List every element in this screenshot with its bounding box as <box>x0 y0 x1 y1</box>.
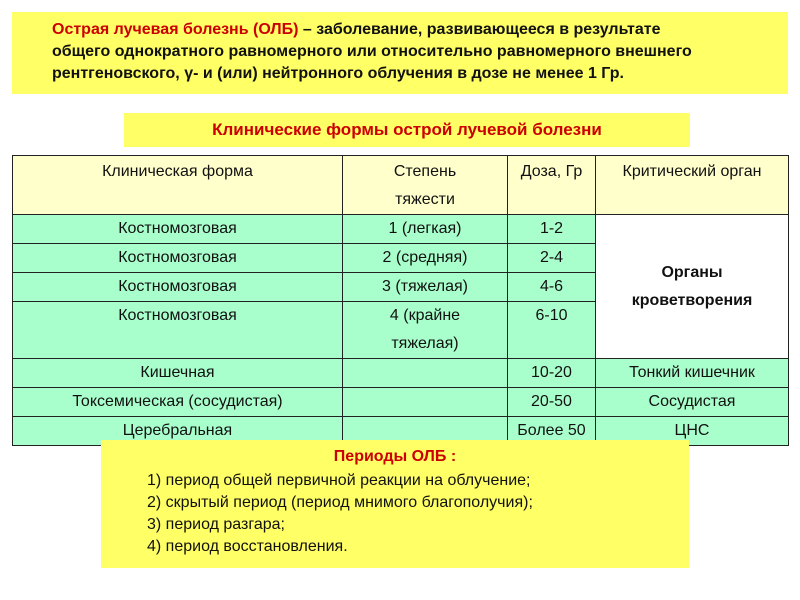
period-item: 1) период общей первичной реакции на облучение; <box>147 472 531 489</box>
cell-organ-merged <box>596 215 789 359</box>
header-form: Клиническая форма <box>13 156 343 215</box>
cell-severity: 3 (тяжелая) <box>343 273 508 302</box>
cell-dose: Более 50 <box>508 417 596 446</box>
severity-line1: 4 (крайне <box>389 307 461 324</box>
periods-title: Периоды ОЛБ : <box>333 448 457 465</box>
cell-dose: 20-50 <box>508 388 596 417</box>
severity-line2: тяжелая) <box>391 335 459 352</box>
cell-severity <box>343 302 508 359</box>
definition-text-1: – заболевание, развивающееся в результате <box>298 21 661 38</box>
cell-dose: 10-20 <box>508 359 596 388</box>
definition-term: Острая лучевая болезнь (ОЛБ) <box>52 21 299 38</box>
cell-severity: 2 (средняя) <box>343 244 508 273</box>
cell-form: Костномозговая <box>13 273 343 302</box>
periods-box <box>101 440 689 568</box>
definition-box <box>12 12 788 94</box>
cell-form: Церебральная <box>13 417 343 446</box>
organ-merged-line2: кроветворения <box>631 291 753 309</box>
clinical-forms-table <box>12 155 789 446</box>
table-title: Клинические формы острой лучевой болезни <box>124 113 690 147</box>
cell-organ: Тонкий кишечник <box>596 359 789 388</box>
organ-merged-line1: Органы <box>661 263 723 281</box>
cell-severity: 1 (легкая) <box>343 215 508 244</box>
cell-dose: 2-4 <box>508 244 596 273</box>
cell-form: Костномозговая <box>13 215 343 244</box>
period-item: 2) скрытый период (период мнимого благополучия); <box>147 494 533 511</box>
cell-severity <box>343 359 508 388</box>
header-severity-line2: тяжести <box>395 191 455 208</box>
cell-form: Костномозговая <box>13 302 343 359</box>
period-item: 3) период разгара; <box>147 516 285 533</box>
cell-organ: Сосудистая <box>596 388 789 417</box>
cell-form: Костномозговая <box>13 244 343 273</box>
cell-severity <box>343 388 508 417</box>
header-severity-line1: Степень <box>393 163 457 180</box>
cell-form: Кишечная <box>13 359 343 388</box>
table-row <box>13 215 789 244</box>
header-severity <box>343 156 508 215</box>
definition-text-2: общего однократного равномерного или относительно равномерного внешнего <box>52 43 692 60</box>
table-row <box>13 359 789 388</box>
cell-organ: ЦНС <box>596 417 789 446</box>
table-row <box>13 388 789 417</box>
table-header-row <box>13 156 789 215</box>
cell-form: Токсемическая (сосудистая) <box>13 388 343 417</box>
period-item: 4) период восстановления. <box>147 538 348 555</box>
header-organ: Критический орган <box>596 156 789 215</box>
definition-text-3: рентгеновского, γ- и (или) нейтронного облучения в дозе не менее 1 Гр. <box>52 65 624 82</box>
cell-dose: 4-6 <box>508 273 596 302</box>
cell-dose: 1-2 <box>508 215 596 244</box>
header-dose: Доза, Гр <box>508 156 596 215</box>
cell-dose: 6-10 <box>508 302 596 359</box>
